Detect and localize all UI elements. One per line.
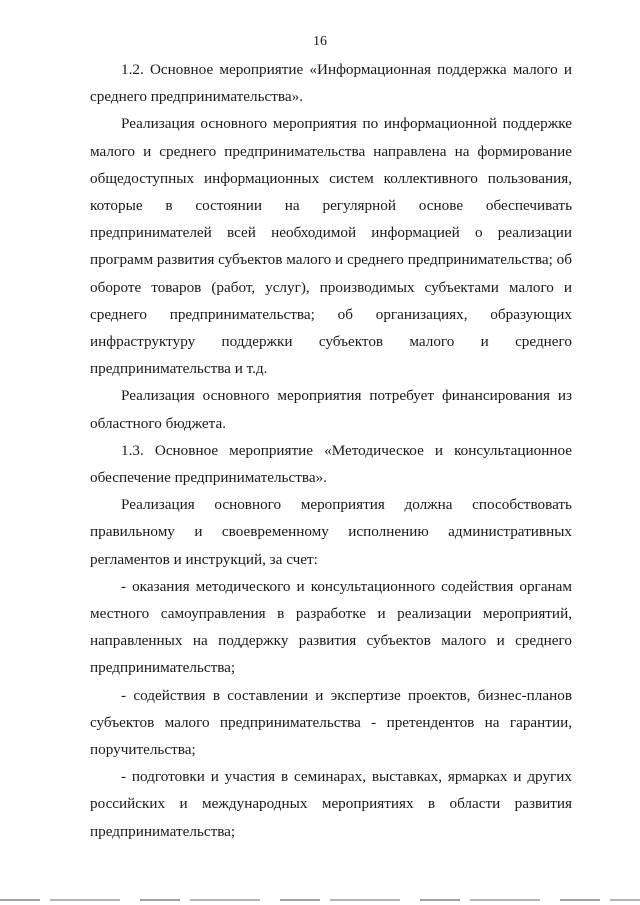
paragraph-methodical-support: Реализация основного мероприятия должна способствовать правильному и своевременному исполнению административных регламентов и инструкций, за счет: (90, 496, 572, 568)
paragraph-info-support: Реализация основного мероприятия по информационной поддержке малого и среднего предпринимательства направлена на формирование общедоступных информационных систем коллективного пользования, которые в состоянии на регулярной основе обеспечивать предпринимателей всей необходимой информацией о реализации программ развития субъектов малого и среднего предпринимательства; об обороте товаров (работ, услуг), производимых субъектами малого и среднего предпринимательства; об организациях, образующих инфраструктуру поддержки субъектов малого и среднего предпринимательства и т.д. (90, 115, 572, 378)
page-number: 16 (313, 34, 327, 49)
section-heading-1-2: 1.2. Основное мероприятие «Информационная поддержка малого и среднего предпринимательства». (90, 61, 572, 106)
list-item-consulting: - оказания методического и консультационного содействия органам местного самоуправления в разработке и реализации мероприятий, направленных на поддержку развития субъектов малого и среднего предпринимательства; (90, 577, 572, 677)
document-body (90, 56, 572, 845)
scan-edge-line (0, 899, 640, 901)
list-item-seminars: - подготовки и участия в семинарах, выставках, ярмарках и других российских и международных мероприятиях в области развития предпринимательства; (90, 768, 572, 840)
section-heading-1-3: 1.3. Основное мероприятие «Методическое и консультационное обеспечение предпринимательства». (90, 441, 572, 487)
list-item-business-plans: - содействия в составлении и экспертизе проектов, бизнес-планов субъектов малого предпринимательства - претендентов на гарантии, поручительства; (90, 686, 572, 759)
paragraph-funding: Реализация основного мероприятия потребует финансирования из областного бюджета. (90, 387, 572, 432)
